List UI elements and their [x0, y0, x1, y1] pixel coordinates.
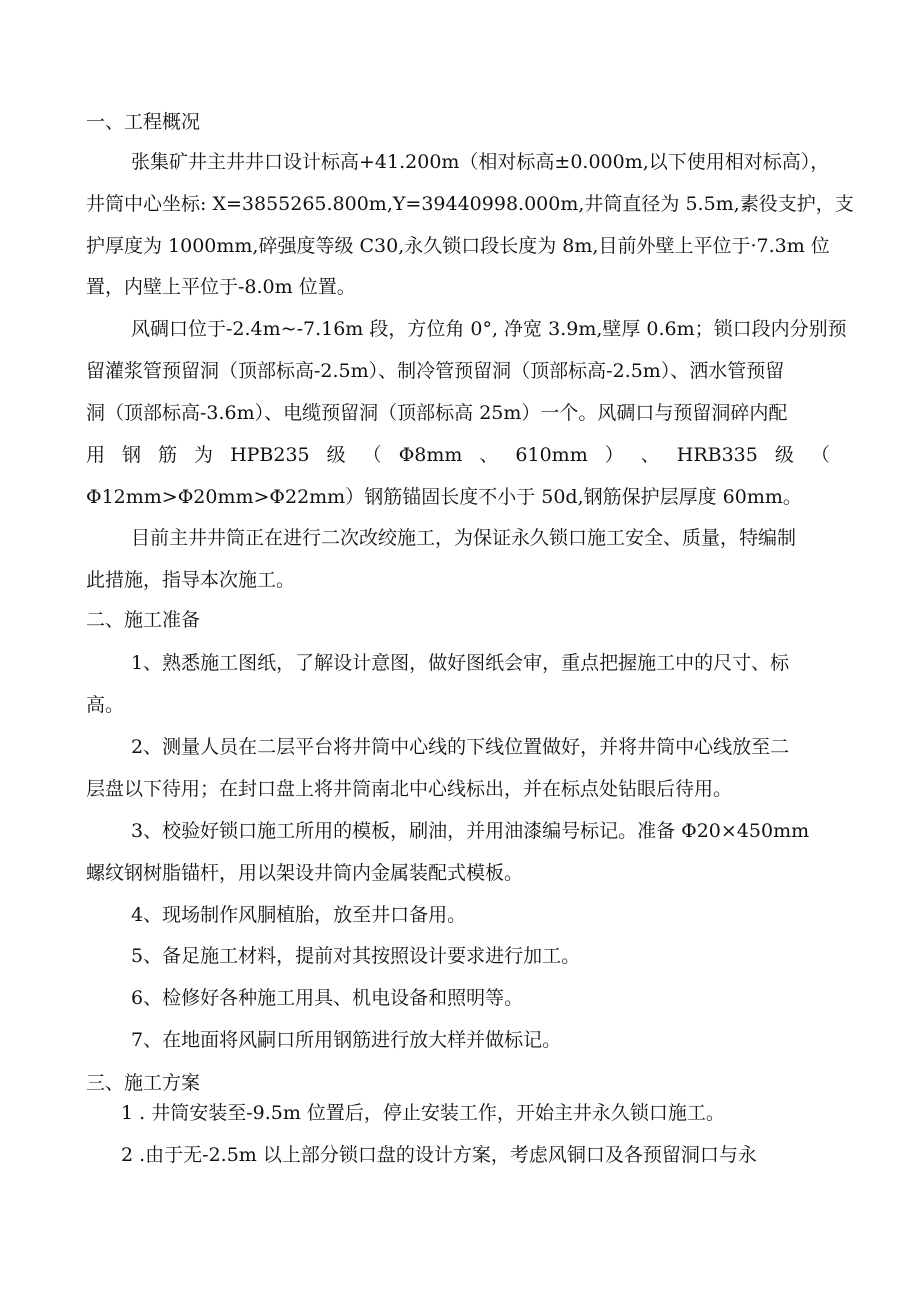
- list-item-line: 1、熟悉施工图纸，了解设计意图，做好图纸会审，重点把握施工中的尺寸、标: [131, 652, 790, 674]
- list-item-line: 螺纹钢树脂锚杆，用以架设井筒内金属装配式模板。: [86, 862, 524, 884]
- word: 、: [479, 444, 499, 466]
- word: 、: [640, 444, 660, 466]
- word: HRB335: [676, 444, 758, 466]
- paragraph-line: 风碉口位于-2.4m~-7.16m 段，方位角 0°, 净宽 3.9m,壁厚 0.6m；锁口段内分别预: [131, 318, 847, 340]
- section-heading-overview: 一、工程概况: [86, 111, 201, 133]
- paragraph-line: 目前主井井筒正在进行二次改绞施工，为保证永久锁口施工安全、质量，特编制: [131, 527, 797, 549]
- paragraph-line: 此措施，指导本次施工。: [86, 569, 296, 591]
- list-item-line: 3、校验好锁口施工所用的模板，刷油，并用油漆编号标记。准备 Φ20×450mm: [131, 820, 810, 842]
- list-item-line: 层盘以下待用；在封口盘上将井筒南北中心线标出，并在标点处钻眼后待用。: [86, 778, 733, 800]
- paragraph-line: 张集矿井主井井口设计标高+41.200m（相对标高±0.000m,以下使用相对标高），: [131, 151, 830, 173]
- paragraph-line: 留灌浆管预留洞（顶部标高-2.5m）、制冷管预留洞（顶部标高-2.5m）、洒水管预留: [86, 360, 785, 382]
- section-heading-plan: 三、施工方案: [86, 1072, 201, 1094]
- list-item-line: 高。: [86, 694, 125, 716]
- paragraph-line: 护厚度为 1000mm,碎强度等级 C30,永久锁口段长度为 8m,目前外壁上平位于·7.3m 位: [86, 235, 830, 257]
- list-item: 6、检修好各种施工用具、机电设备和照明等。: [131, 987, 524, 1009]
- list-item: 1 . 井筒安装至-9.5m 位置后，停止安装工作，开始主井永久锁口施工。: [121, 1102, 725, 1124]
- word: ）: [604, 444, 624, 466]
- word: 钢: [122, 444, 142, 466]
- word: 筋: [158, 444, 178, 466]
- word: （: [362, 444, 382, 466]
- paragraph-line: 井筒中心坐标: X=3855265.800m,Y=39440998.000m,井筒直径为 5.5m,素役支护，支: [86, 193, 854, 215]
- list-item: 5、备足施工材料，提前对其按照设计要求进行加工。: [131, 945, 581, 967]
- list-item-line: 2、测量人员在二层平台将井筒中心线的下线位置做好，并将井筒中心线放至二: [131, 736, 790, 758]
- word: 610mm: [515, 444, 588, 466]
- list-item: 2 .由于无-2.5m 以上部分锁口盘的设计方案，考虑风铜口及各预留洞口与永: [121, 1144, 757, 1166]
- word: 级: [774, 444, 794, 466]
- justified-paragraph-line: [86, 440, 830, 470]
- word: 为: [194, 444, 214, 466]
- paragraph-line: Φ12mm>Φ20mm>Φ22mm）钢筋锚固长度不小于 50d,钢筋保护层厚度 60mm。: [86, 486, 802, 508]
- word: （: [810, 444, 830, 466]
- paragraph-line: 洞（顶部标高-3.6m）、电缆预留洞（顶部标高 25m）一个。风碉口与预留洞碎内配: [86, 402, 788, 424]
- word: HPB235: [230, 444, 310, 466]
- paragraph-line: 置，内壁上平位于-8.0m 位置。: [86, 276, 356, 298]
- list-item: 4、现场制作风胴植胎，放至井口备用。: [131, 904, 467, 926]
- word: 级: [326, 444, 346, 466]
- section-heading-preparation: 二、施工准备: [86, 609, 201, 631]
- word: Φ8mm: [398, 444, 463, 466]
- list-item: 7、在地面将风嗣口所用钢筋进行放大样并做标记。: [131, 1029, 562, 1051]
- word: 用: [86, 444, 106, 466]
